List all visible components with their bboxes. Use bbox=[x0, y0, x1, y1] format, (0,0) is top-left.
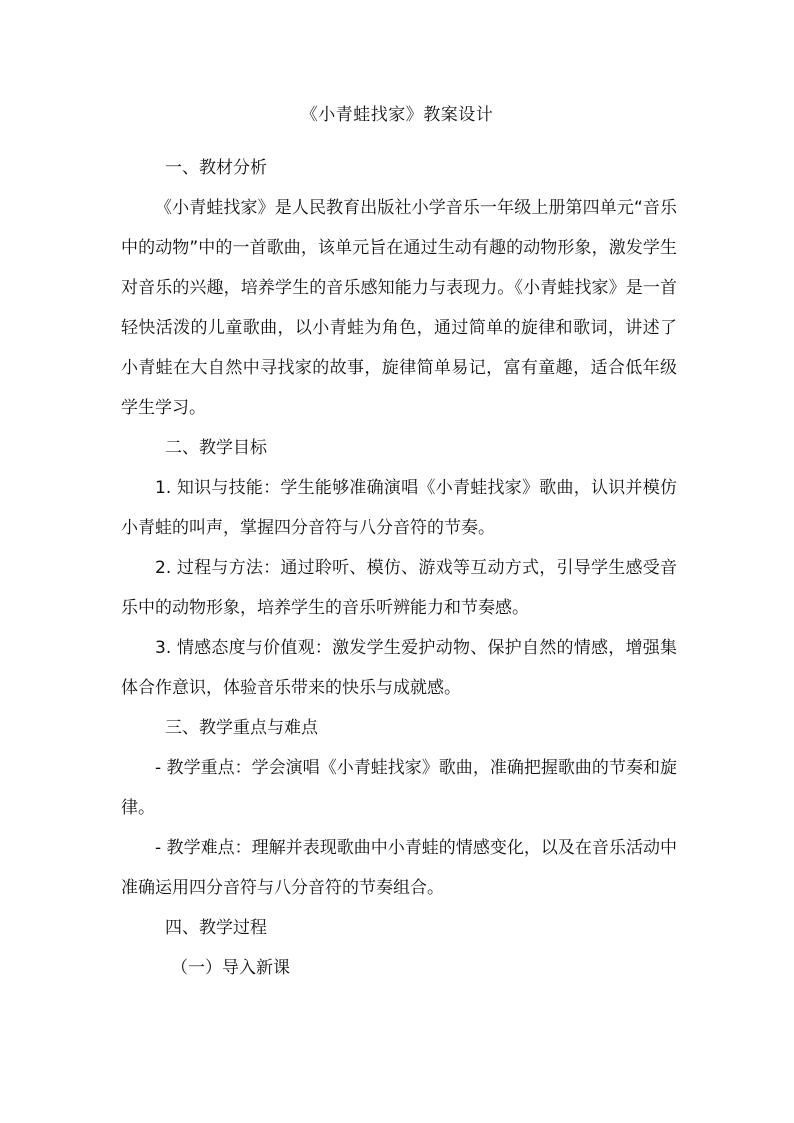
section-heading-process: 四、教学过程 bbox=[165, 918, 267, 938]
section-heading-objectives: 二、教学目标 bbox=[165, 438, 267, 458]
objective-attitude-values: 3. 情感态度与价值观：激发学生爱护动物、保护自然的情感，增强集体合作意识，体验音乐带来的快乐与成就感。 bbox=[121, 638, 677, 698]
difficulty-item: - 教学难点：理解并表现歌曲中小青蛙的情感变化，以及在音乐活动中准确运用四分音符与八分音符的节奏组合。 bbox=[121, 838, 677, 898]
section-heading-analysis: 一、教材分析 bbox=[165, 158, 267, 178]
section-heading-key-points: 三、教学重点与难点 bbox=[165, 718, 318, 738]
analysis-paragraph: 《小青蛙找家》是人民教育出版社小学音乐一年级上册第四单元“音乐中的动物”中的一首歌曲，该单元旨在通过生动有趣的动物形象，激发学生对音乐的兴趣，培养学生的音乐感知能力与表现力。《小青蛙找家》是一首轻快活泼的儿童歌曲，以小青蛙为角色，通过简单的旋律和歌词，讲述了小青蛙在大自然中寻找家的故事，旋律简单易记，富有童趣，适合低年级学生学习。 bbox=[121, 198, 677, 418]
key-point-item: - 教学重点：学会演唱《小青蛙找家》歌曲，准确把握歌曲的节奏和旋律。 bbox=[121, 758, 677, 818]
subsection-heading-intro: （一）导入新课 bbox=[171, 958, 290, 978]
objective-knowledge-skills: 1. 知识与技能：学生能够准确演唱《小青蛙找家》歌曲，认识并模仿小青蛙的叫声，掌握四分音符与八分音符的节奏。 bbox=[121, 478, 677, 538]
objective-process-methods: 2. 过程与方法：通过聆听、模仿、游戏等互动方式，引导学生感受音乐中的动物形象，培养学生的音乐听辨能力和节奏感。 bbox=[121, 558, 677, 618]
document-title: 《小青蛙找家》教案设计 bbox=[300, 105, 494, 125]
document-body bbox=[121, 148, 677, 988]
